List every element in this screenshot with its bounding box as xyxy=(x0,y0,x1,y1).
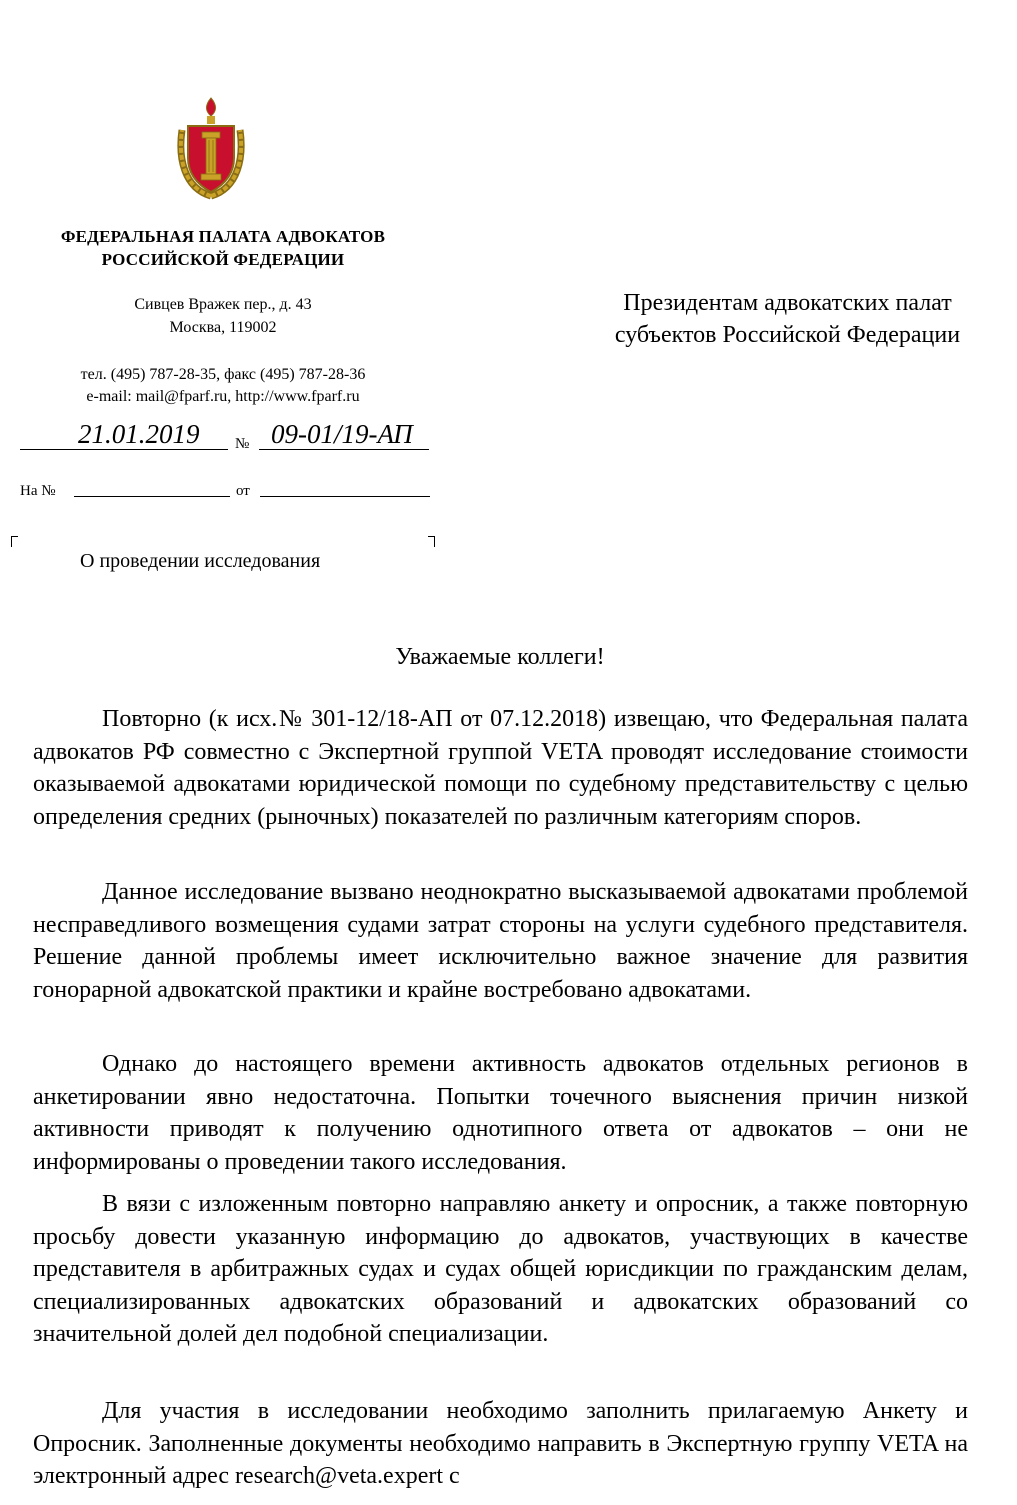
email-website: e-mail: mail@fparf.ru, http://www.fparf.ru xyxy=(86,388,360,405)
subject-bracket-left xyxy=(11,536,18,547)
letter-date: 21.01.2019 xyxy=(78,419,200,449)
body-paragraph-3: Однако до настоящего времени активность адвокатов отдельных регионов в анкетировании явно недостаточна. Попытки точечного выяснения причин низкой активности приводят к получению однотипного ответа от адвокатов – они не информированы о проведении такого исследования. xyxy=(33,1051,968,1175)
reply-date-underline xyxy=(260,496,430,497)
address-street: Сивцев Вражек пер., д. 43 xyxy=(134,296,312,313)
recipient-line1: Президентам адвокатских палат xyxy=(623,290,952,316)
body-paragraph-2: Данное исследование вызвано неоднократно высказываемой адвокатами проблемой несправедливого возмещения судами затрат стороны на услуги судебного представителя. Решение данной проблемы имеет исключительно важное значение для развития гонорарной адвокатской практики и крайне востребовано адвокатами. xyxy=(33,879,968,1003)
date-underline xyxy=(20,449,228,450)
number-underline xyxy=(259,449,429,450)
reply-number-underline xyxy=(74,496,230,497)
body-paragraph-1: Повторно (к исх.№ 301-12/18-АП от 07.12.2018) извещаю, что Федеральная палата адвокатов РФ совместно с Экспертной группой VETA проводят исследование стоимости оказываемой адвокатами юридической помощи по судебному представительству с целью определения средних (рыночных) показателей по различным категориям споров. xyxy=(33,706,968,830)
recipient-line2: субъектов Российской Федерации xyxy=(614,322,961,348)
reply-to-label: На № xyxy=(20,483,56,499)
bar-association-emblem-icon xyxy=(176,96,246,200)
org-name-line2: РОССИЙСКОЙ ФЕДЕРАЦИИ xyxy=(101,250,345,269)
body-paragraph-5: Для участия в исследовании необходимо заполнить прилагаемую Анкету и Опросник. Заполненные документы необходимо направить в Экспертную группу VETA на электронный адрес research@veta.expert с xyxy=(33,1398,968,1489)
subject-line: О проведении исследования xyxy=(80,550,321,572)
reply-from-label: от xyxy=(236,483,250,499)
org-name-line1: ФЕДЕРАЛЬНАЯ ПАЛАТА АДВОКАТОВ xyxy=(60,227,386,246)
phone-fax: тел. (495) 787-28-35, факс (495) 787-28-36 xyxy=(80,366,366,383)
body-paragraph-4: В вязи с изложенным повторно направляю анкету и опросник, а также повторную просьбу довести указанную информацию до адвокатов, участвующих в качестве представителя в арбитражных судах и судах общей юрисдикции по гражданским делам, специализированных адвокатских образований и адвокатских образований со значительной долей дел подобной специализации. xyxy=(33,1191,968,1347)
number-sign: № xyxy=(235,436,250,452)
address-city: Москва, 119002 xyxy=(169,319,277,336)
greeting: Уважаемые коллеги! xyxy=(395,644,605,670)
subject-bracket-right xyxy=(428,536,435,547)
letter-number: 09-01/19-АП xyxy=(271,419,413,449)
